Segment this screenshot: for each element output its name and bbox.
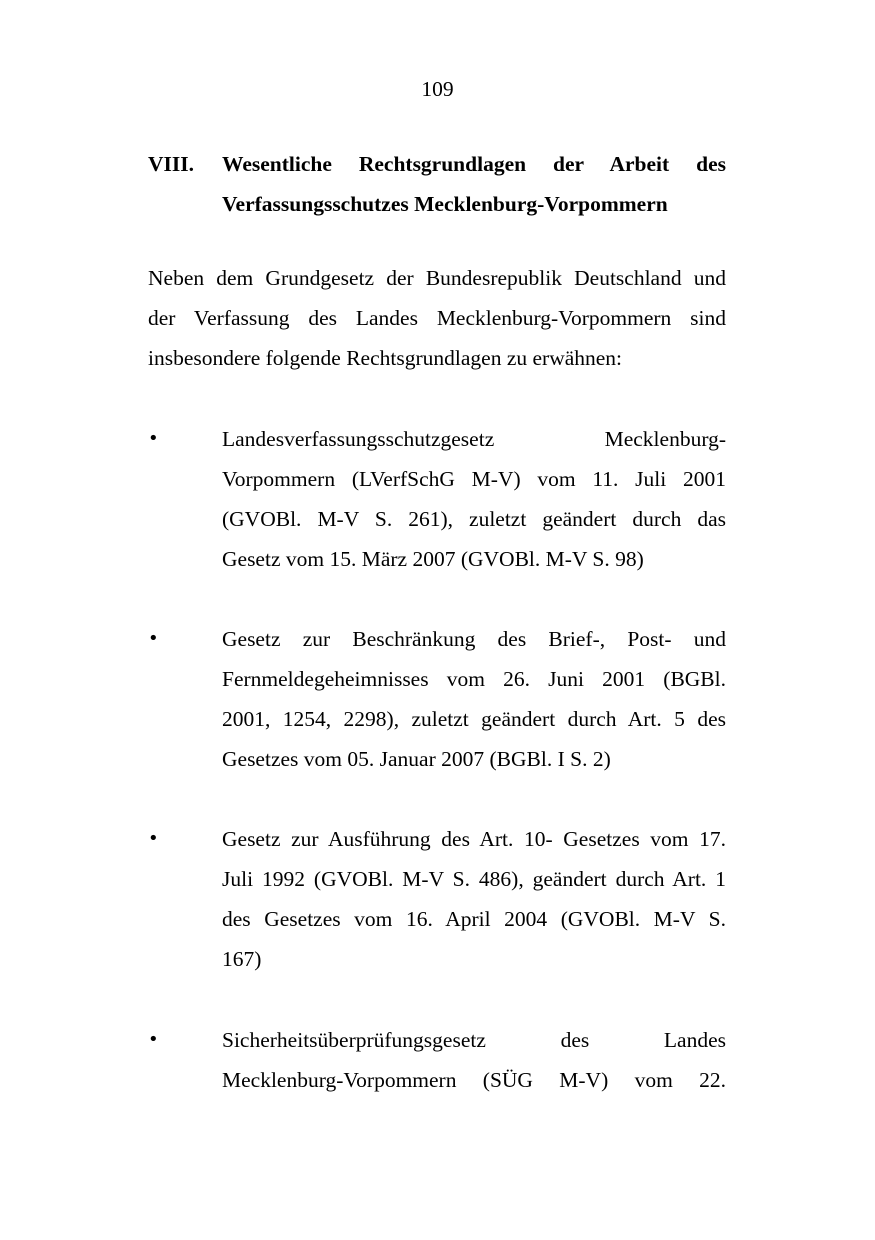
list-item-line: 167) (222, 947, 262, 971)
bullet-icon: • (148, 628, 159, 649)
list-item-text (222, 1020, 726, 1100)
section-title-line: Wesentliche Rechtsgrundlagen der Arbeit des (222, 152, 726, 176)
paragraph-line: insbesondere folgende Rechtsgrundlagen zu erwähnen: (148, 346, 623, 370)
list-item-line: Landesverfassungsschutzgesetz Mecklenburg- (222, 427, 726, 451)
list-item-text (222, 819, 726, 979)
bullet-icon: • (148, 1029, 159, 1050)
bullet-icon: • (148, 428, 159, 449)
bullet-icon: • (148, 828, 159, 849)
page-number: 109 (421, 77, 454, 101)
list-item-line: Vorpommern (LVerfSchG M-V) vom 11. Juli 2001 (222, 467, 726, 491)
section-title-line: Verfassungsschutzes Mecklenburg-Vorpommern (222, 192, 668, 216)
list-item-line: Fernmeldegeheimnisses vom 26. Juni 2001 (BGBl. (222, 667, 726, 691)
list-item (148, 819, 726, 979)
list-item-line: Gesetz zur Beschränkung des Brief-, Post- und (222, 627, 726, 651)
section-title (222, 144, 726, 224)
list-item (148, 419, 726, 579)
list-item-line: Mecklenburg-Vorpommern (SÜG M-V) vom 22. (222, 1068, 726, 1092)
list-item-line: (GVOBl. M-V S. 261), zuletzt geändert durch das (222, 507, 726, 531)
section-heading (148, 144, 726, 224)
list-item-line: Gesetz zur Ausführung des Art. 10- Gesetzes vom 17. (222, 827, 726, 851)
section-number: VIII. (148, 152, 195, 176)
paragraph-line: Neben dem Grundgesetz der Bundesrepublik Deutschland und (148, 266, 726, 290)
list-item (148, 1020, 726, 1100)
list-item-line: Gesetz vom 15. März 2007 (GVOBl. M-V S. 98) (222, 547, 644, 571)
list-item-text (222, 619, 726, 779)
paragraph-line: der Verfassung des Landes Mecklenburg-Vorpommern sind (148, 306, 726, 330)
list-item-line: Sicherheitsüberprüfungsgesetz des Landes (222, 1028, 726, 1052)
list-item-line: des Gesetzes vom 16. April 2004 (GVOBl. M-V S. (222, 907, 726, 931)
list-item-line: Juli 1992 (GVOBl. M-V S. 486), geändert durch Art. 1 (222, 867, 726, 891)
list-item-line: 2001, 1254, 2298), zuletzt geändert durch Art. 5 des (222, 707, 726, 731)
list-item-text (222, 419, 726, 579)
intro-paragraph (148, 258, 726, 378)
list-item-line: Gesetzes vom 05. Januar 2007 (BGBl. I S. 2) (222, 747, 611, 771)
list-item (148, 619, 726, 779)
